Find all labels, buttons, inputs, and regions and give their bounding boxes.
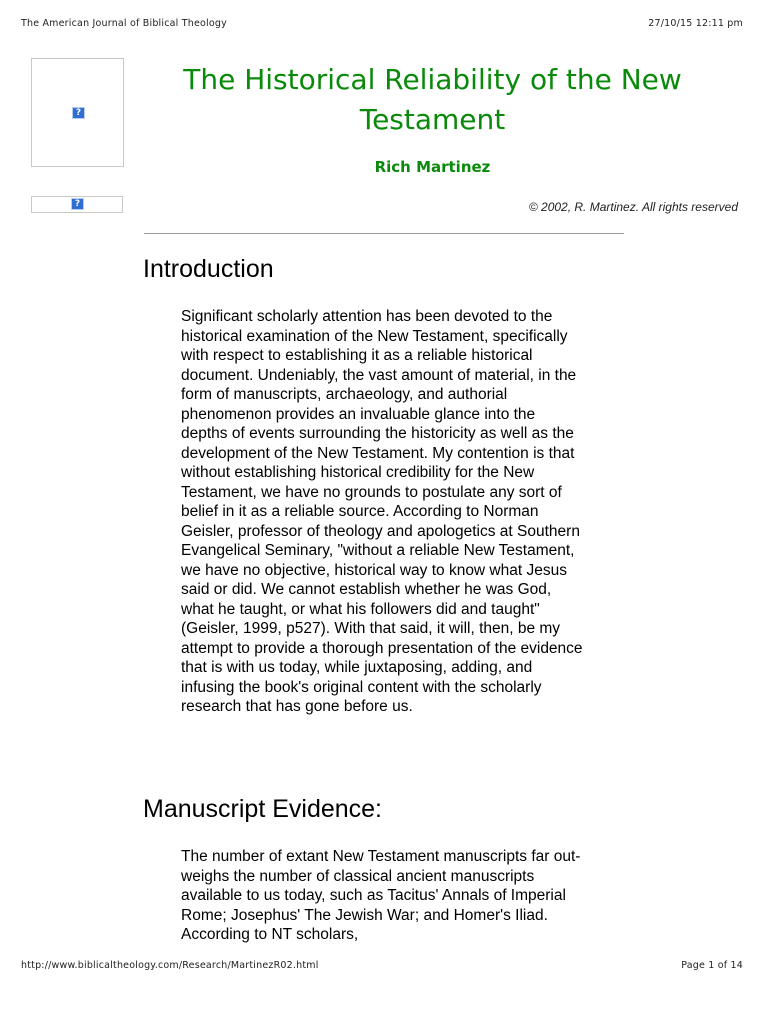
broken-image-icon: ? — [71, 198, 84, 210]
section-heading-introduction: Introduction — [143, 255, 274, 283]
print-footer-url: http://www.biblicaltheology.com/Research/MartinezR02.html — [21, 960, 319, 971]
horizontal-rule — [144, 233, 624, 234]
section-heading-manuscript-evidence: Manuscript Evidence: — [143, 795, 383, 823]
broken-image-icon: ? — [72, 107, 85, 119]
print-footer — [21, 960, 743, 971]
article-title: The Historical Reliability of the New Testament — [183, 63, 682, 136]
image-placeholder-large — [31, 58, 124, 167]
print-header-site-title: The American Journal of Biblical Theology — [21, 18, 227, 29]
section-body-manuscript-evidence: The number of extant New Testament manuscripts far out-weighs the number of classical ancient manuscripts available to us today, such as Tacitus' Annals of Imperial Rome; Josephus' The Jewish War; and Homer's Iliad. According to NT scholars, — [181, 848, 581, 943]
section-body-introduction: Significant scholarly attention has been devoted to the historical examination of the New Testament, specifically with respect to establishing it as a reliable historical document. Undeniably, the vast amount of material, in the form of manuscripts, archaeology, and authorial phenomenon provides an invaluable glance into the depths of events surrounding the historicity as well as the development of the New Testament. My contention is that without establishing historical credibility for the New Testament, we have no grounds to postulate any sort of belief in it as a reliable source. According to Norman Geisler, professor of theology and apologetics at Southern Evangelical Seminary, "without a reliable New Testament, we have no objective, historical way to know what Jesus said or did. We cannot establish whether he was God, what he taught, or what his followers did and taught" (Geisler, 1999, p527). With that said, it will, then, be my attempt to provide a thorough presentation of the evidence that is with us today, while juxtaposing, adding, and infusing the book's original content with the scholarly research that has gone before us. — [181, 308, 583, 715]
print-header-datetime: 27/10/15 12:11 pm — [648, 18, 743, 29]
print-footer-page-number: Page 1 of 14 — [681, 960, 743, 971]
article-author: Rich Martinez — [374, 158, 491, 176]
print-header — [21, 18, 743, 29]
image-placeholder-small — [31, 196, 123, 213]
copyright-notice: © 2002, R. Martinez. All rights reserved — [528, 200, 738, 214]
